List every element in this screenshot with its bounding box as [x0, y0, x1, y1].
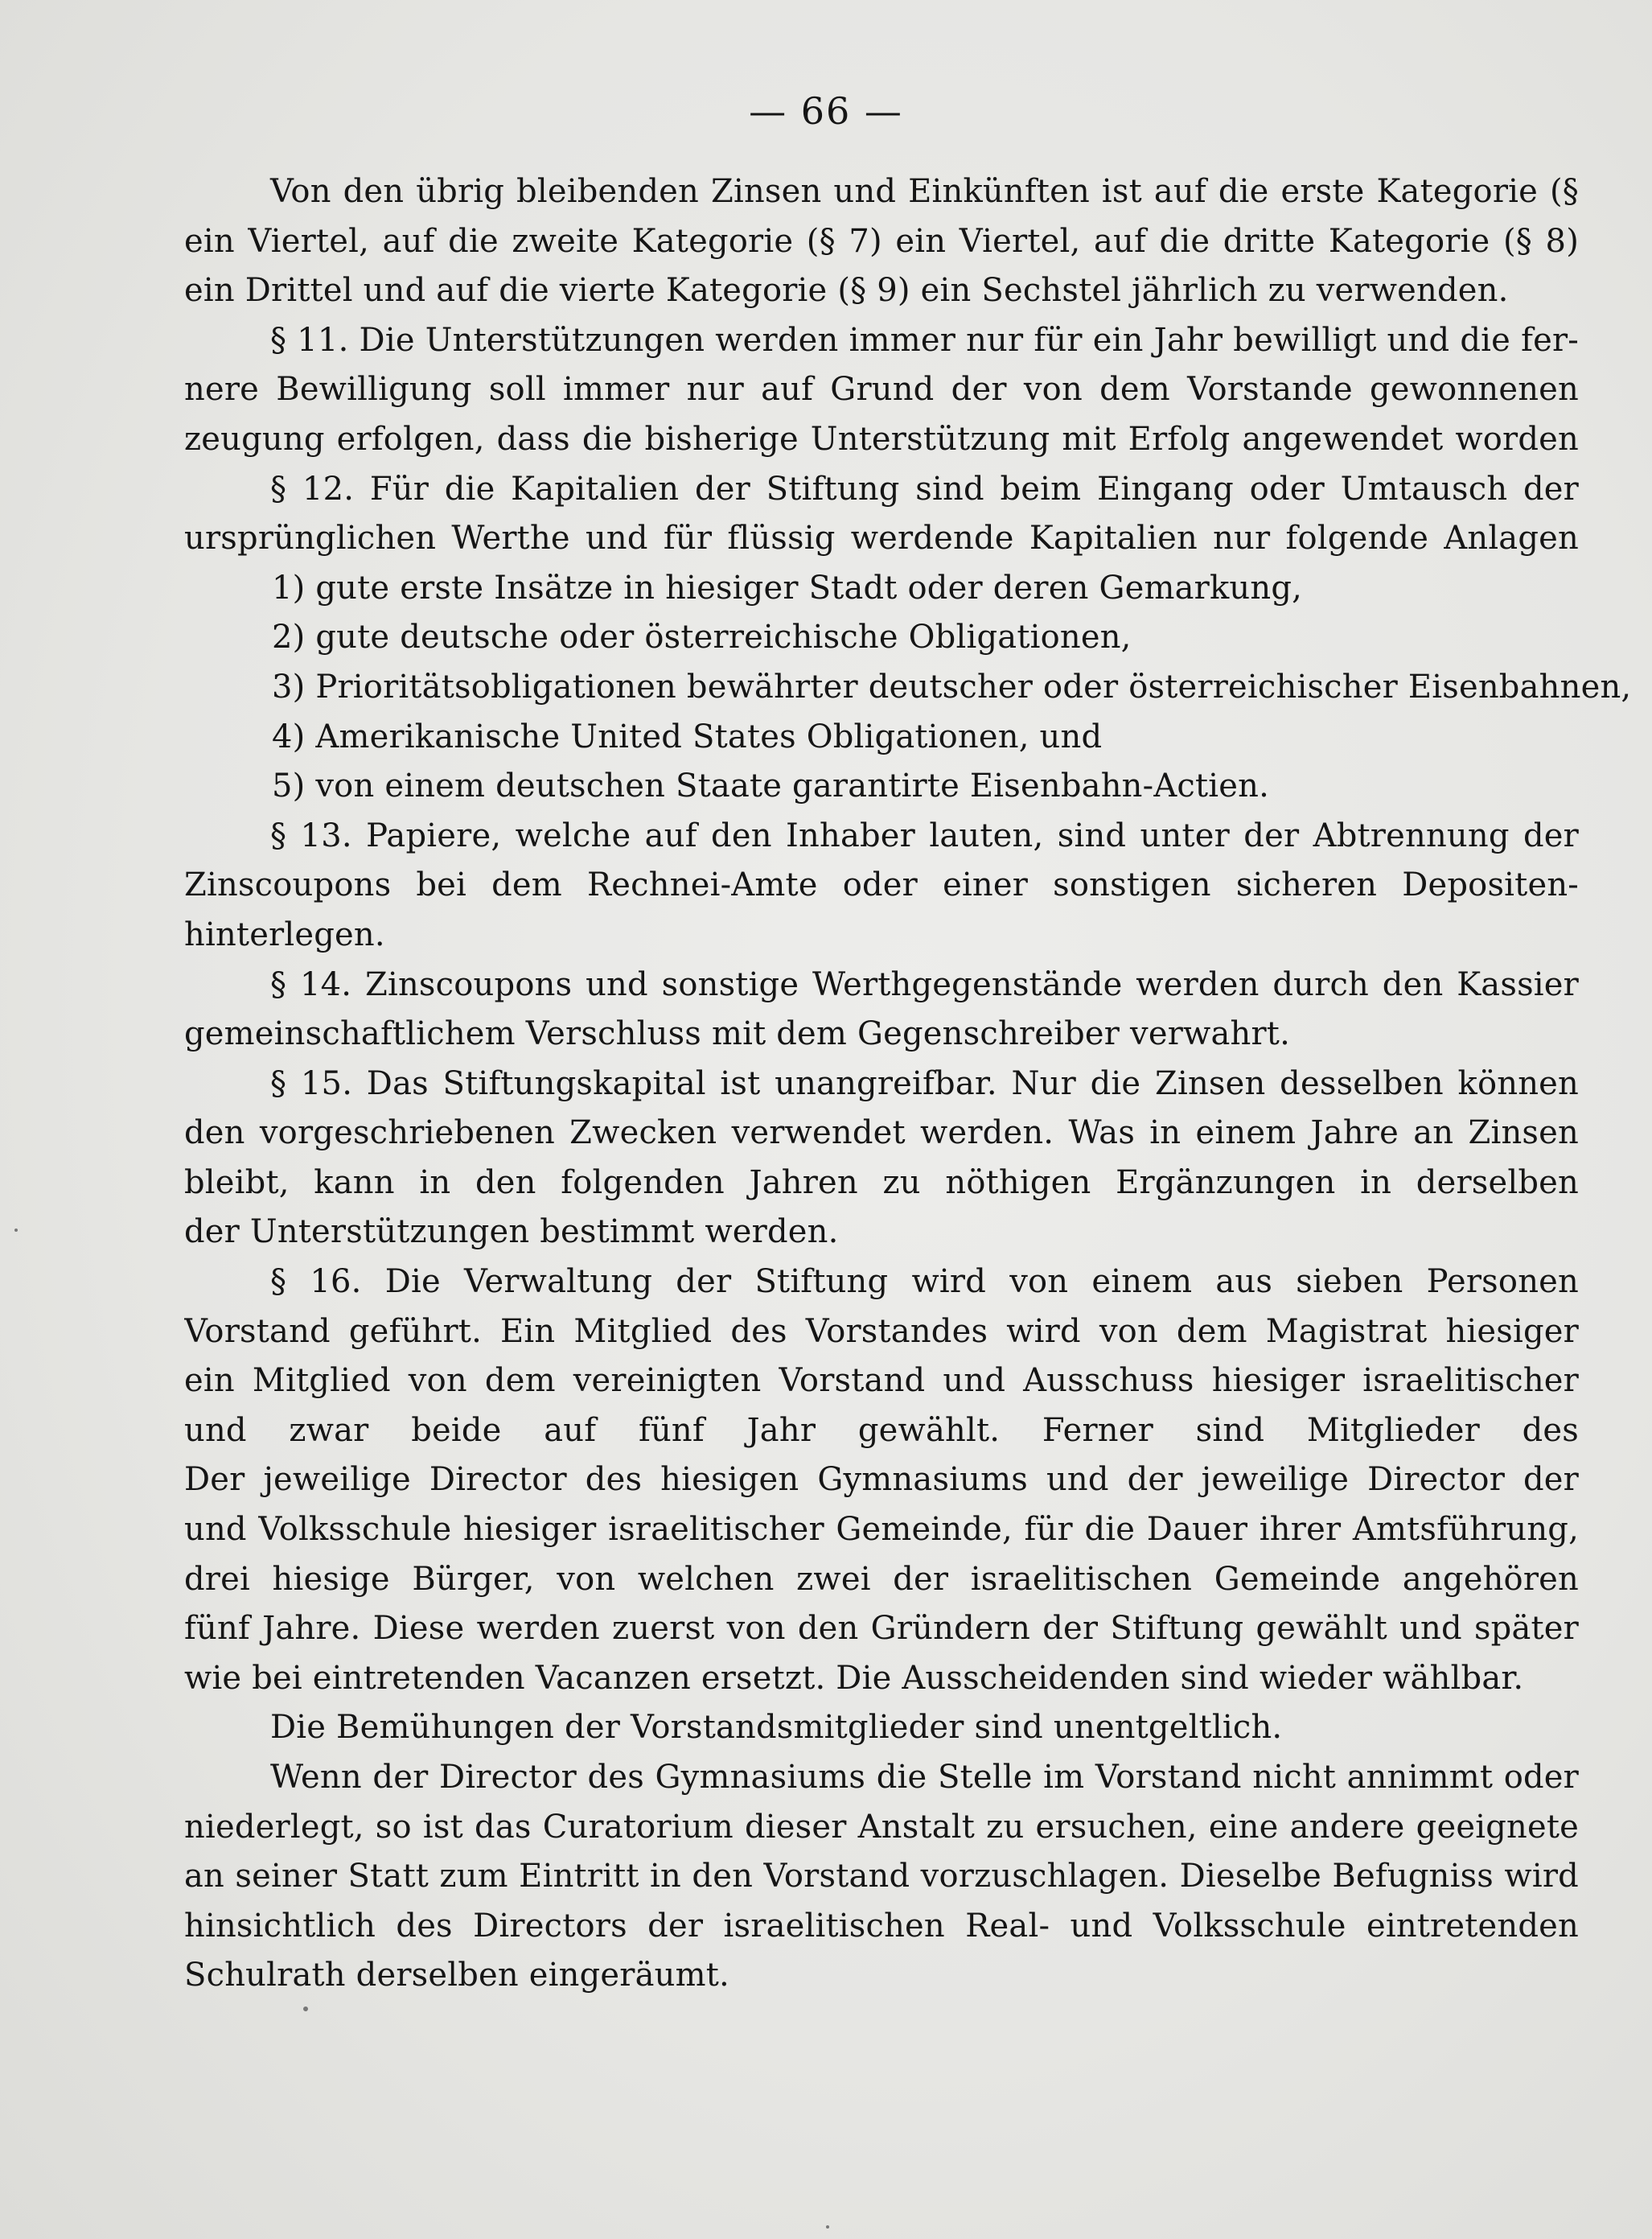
text-line: ein Drittel und auf die vierte Kategorie (§ 9) ein Sechstel jährlich zu verwenden. — [184, 272, 1509, 310]
text-line: den vorgeschriebenen Zwecken verwendet werden. Was in einem Jahre an Zinsen — [184, 1114, 1579, 1152]
paper-speck — [14, 1229, 18, 1232]
text-line: hinsichtlich des Directors der israelitischen Real- und Volksschule eintretenden — [184, 1907, 1579, 1945]
text-line: ursprünglichen Werthe und für flüssig werdende Kapitalien nur folgende Anlagen — [184, 520, 1579, 558]
text-line: Zinscoupons bei dem Rechnei-Amte oder einer sonstigen sicheren Depositen- — [184, 866, 1579, 904]
text-line: Von den übrig bleibenden Zinsen und Einkünften ist auf die erste Kategorie (§ — [270, 173, 1579, 210]
text-line: § 15. Das Stiftungskapital ist unangreifbar. Nur die Zinsen desselben können — [270, 1064, 1579, 1102]
list-item: 1) gute erste Insätze in hiesiger Stadt oder deren Gemarkung, — [272, 569, 1303, 607]
text-line: drei hiesige Bürger, von welchen zwei der israelitischen Gemeinde angehören — [184, 1560, 1579, 1598]
text-line: Die Bemühungen der Vorstandsmitglieder sind unentgeltlich. — [270, 1709, 1283, 1747]
text-line: nere Bewilligung soll immer nur auf Grund der von dem Vorstande gewonnenen — [184, 371, 1579, 409]
list-item: 5) von einem deutschen Staate garantirte Eisenbahn-Actien. — [272, 768, 1270, 805]
text-line: hinterlegen. — [184, 916, 385, 953]
text-line: ein Mitglied von dem vereinigten Vorstand und Ausschuss hiesiger israelitischer — [184, 1362, 1579, 1400]
list-item: 2) gute deutsche oder österreichische Obligationen, — [272, 619, 1132, 656]
text-line: § 12. Für die Kapitalien der Stiftung sind beim Eingang oder Umtausch der — [270, 470, 1579, 508]
text-line: Vorstand geführt. Ein Mitglied des Vorstandes wird von dem Magistrat hiesiger — [184, 1312, 1579, 1350]
text-line: Der jeweilige Director des hiesigen Gymnasiums und der jeweilige Director der — [184, 1461, 1579, 1499]
text-line: § 14. Zinscoupons und sonstige Werthgegenstände werden durch den Kassier — [270, 965, 1579, 1003]
text-line: an seiner Statt zum Eintritt in den Vorstand vorzuschlagen. Dieselbe Befugniss wird — [184, 1858, 1579, 1895]
text-line: zeugung erfolgen, dass die bisherige Unterstützung mit Erfolg angewendet worden — [184, 420, 1579, 458]
text-line: fünf Jahre. Diese werden zuerst von den Gründern der Stiftung gewählt und später — [184, 1610, 1579, 1648]
list-item: 4) Amerikanische United States Obligationen, und — [272, 718, 1103, 755]
text-line: Wenn der Director des Gymnasiums die Stelle im Vorstand nicht annimmt oder — [270, 1759, 1579, 1796]
text-line: wie bei eintretenden Vacanzen ersetzt. Die Ausscheidenden sind wieder wählbar. — [184, 1659, 1524, 1697]
list-item: 3) Prioritätsobligationen bewährter deutscher oder österreichischer Eisenbahnen, — [272, 668, 1632, 706]
text-line: und zwar beide auf fünf Jahr gewählt. Ferner sind Mitglieder des — [184, 1411, 1579, 1449]
text-line: bleibt, kann in den folgenden Jahren zu nöthigen Ergänzungen in derselben — [184, 1163, 1579, 1201]
text-line: § 13. Papiere, welche auf den Inhaber lauten, sind unter der Abtrennung der — [270, 817, 1579, 854]
text-line: § 16. Die Verwaltung der Stiftung wird von einem aus sieben Personen — [270, 1263, 1579, 1301]
text-line: ein Viertel, auf die zweite Kategorie (§ 7) ein Viertel, auf die dritte Kategorie (§ 8) — [184, 222, 1579, 260]
paper-speck — [303, 2006, 308, 2011]
body-text — [184, 167, 1632, 2001]
paper-speck — [826, 2225, 829, 2229]
page-number: — 66 — — [749, 89, 903, 133]
text-line: § 11. Die Unterstützungen werden immer nur für ein Jahr bewilligt und die fer- — [270, 321, 1579, 359]
text-line: gemeinschaftlichem Verschluss mit dem Gegenschreiber verwahrt. — [184, 1015, 1290, 1053]
text-line: niederlegt, so ist das Curatorium dieser Anstalt zu ersuchen, eine andere geeignete — [184, 1808, 1579, 1846]
text-line: Schulrath derselben eingeräumt. — [184, 1957, 729, 1994]
text-line: und Volksschule hiesiger israelitischer Gemeinde, für die Dauer ihrer Amtsführung, — [184, 1511, 1579, 1549]
text-line: der Unterstützungen bestimmt werden. — [184, 1213, 839, 1251]
